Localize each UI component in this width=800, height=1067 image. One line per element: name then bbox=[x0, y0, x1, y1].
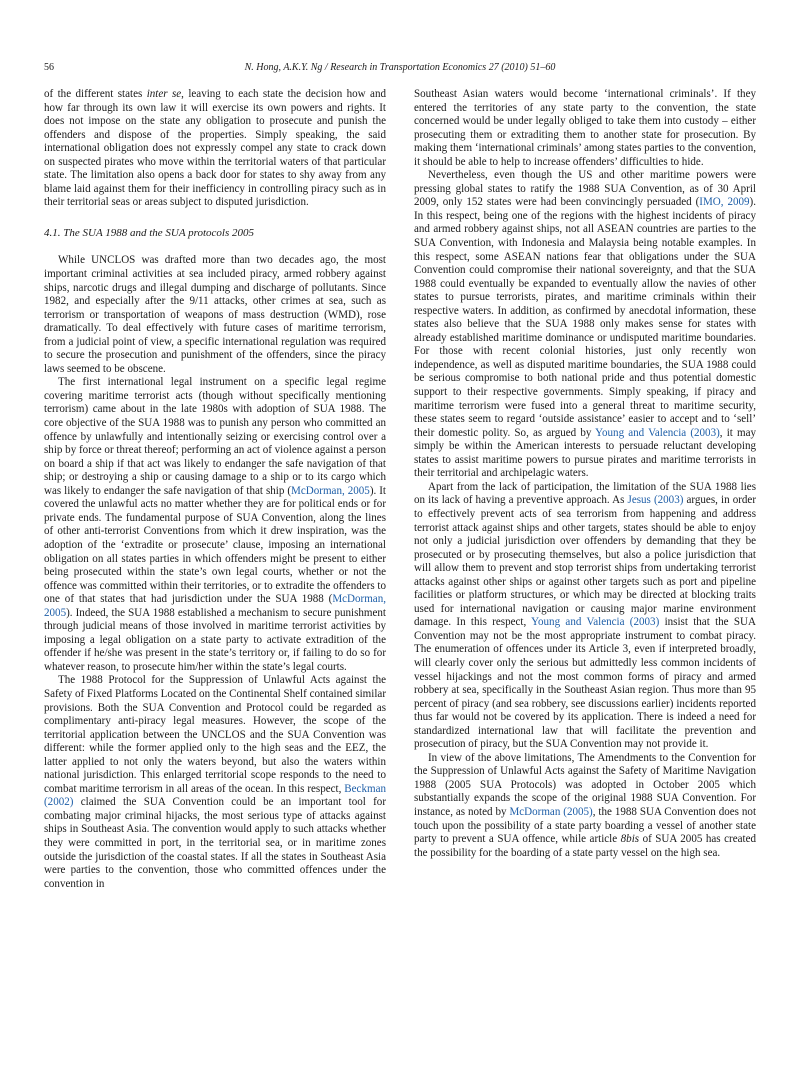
text-run: ). It covered the unlawful acts no matter whether they are for political ends or for private ends. The fundamental purpose of SUA Convention, along the lines of other anti-terrorist Conventions from which it drew inspiration, was the adoption of the ‘extradite or prosecute’ clause, imposing an international obligation on all states parties in which offenders might be present to either being prosecuted within the state’s own legal courts, whether or not the offence was committed within their territories, or to extradite the offenders to one of that states that had jurisdiction under the SUA 1988 ( bbox=[44, 484, 387, 606]
citation-link[interactable]: McDorman, 2005 bbox=[291, 484, 370, 497]
citation-link[interactable]: Beckman (2002) bbox=[44, 782, 386, 809]
text-run: ). In this respect, being one of the regions with the highest incidents of piracy and armed robbery against ships, not all ASEAN countries are parties to the SUA Convention, with Indonesia and Malaysia being notable examples. In this respect, some ASEAN nations fear that obligations under the SUA Convention could compromise their national sovereignty, and that the SUA 1988 could eventually be expanded to eventually allow the navies of other states to pursue terrorists, pirates, and maritime criminals within their respective waters. In addition, as confirmed by anecdotal information, these states also believe that the SUA 1988 only makes sense for states with already established maritime dominance or undisputed maritime boundaries. For those with recent colonial histories, just only recently won independence, as well as disputed maritime boundaries, the SUA 1988 could be serious compromise to both national pride and thus potential domestic support to their respective governments. Simply speaking, if piracy and maritime terrorism were fused into a general threat to maritime security, these states seem to regard ‘outside assistance’ easier to accept and to ‘sell’ their domestic polity. So, as argued by bbox=[414, 196, 756, 439]
text-run: Nevertheless, even though the US and other maritime powers were pressing global states to ratify the 1988 SUA Convention, as of 30 April 2009, only 152 states were had been convincingly persuaded ( bbox=[414, 169, 756, 209]
italic-text: inter se bbox=[146, 88, 182, 100]
text-run: ). Indeed, the SUA 1988 established a mechanism to secure punishment through judicial means of those involved in maritime terrorist activities by imposing a legal obligation on a state party to activate extradition of the offender if he/she was present in the state’s territory or, if failing to do so for whatever reason, to prosecute him/her within the state’s legal courts. bbox=[44, 606, 386, 673]
text-run: , the 1988 SUA Convention does not touch upon the possibility of a state party boarding a vessel of another state party to prevent a SUA offence, while article bbox=[414, 805, 757, 846]
citation-link[interactable]: McDorman (2005) bbox=[509, 805, 593, 818]
citation-link[interactable]: Young and Valencia (2003) bbox=[531, 616, 660, 629]
text-run: of the different states bbox=[44, 88, 147, 100]
italic-text: 8bis bbox=[620, 833, 640, 846]
text-run: argues, in order to effectively prevent acts of sea terrorism from happening and address terrorist attack against ships and other targets, states should be able to enjoy not only a judicial jurisdiction over offenders by demanding that they be prosecuted or by prosecuting themselves, but also a police jurisdiction that will allow them to prevent and stop terrorist ships from undertaking terrorist attacks against other ships or against other targets such as port and pipeline facilities or platform structures, or which may be directed at blocking traits used for international navigation or causing major marine environment damage. In this respect, bbox=[414, 494, 757, 629]
right-column bbox=[414, 88, 756, 860]
paragraph bbox=[44, 376, 386, 674]
text-run: The 1988 Protocol for the Suppression of Unlawful Acts against the Safety of Fixed Platforms Located on the Continental Shelf contained similar provisions. Both the SUA Convention and Protocol could be regarded as complimentary anti-piracy legal measures. However, the scope of the territorial application between the UNCLOS and the SUA Convention was different: while the former applied only to the high seas and the EEZ, the latter applied to not only the waters beyond, but also the waters within national jurisdiction. This enlarged territorial scope responds to the need to combat maritime terrorism in all areas of the ocean. In this respect, bbox=[44, 674, 386, 795]
section-heading: 4.1. The SUA 1988 and the SUA protocols 2005 bbox=[44, 226, 255, 239]
page-header bbox=[44, 62, 756, 76]
paragraph bbox=[44, 88, 386, 210]
citation-link[interactable]: Young and Valencia (2003) bbox=[595, 426, 720, 439]
text-run: insist that the SUA Convention may not be the most appropriate instrument to combat piracy. The enumeration of offences under its Article 3, even if interpreted broadly, will clearly cover only the serious but admittedly less common incidents of vessel hijackings and not the most common forms of piracy and armed robbery at sea, specifically in the Southeast Asian region. Thus more than 95 percent of piracy (and sea robbery, see discussions earlier) incidents reported thus far would not be covered by its application. There is indeed a need for standardized international law that will facilitate the prevention and prosecution of piracy, but the SUA Convention may not provide it. bbox=[414, 616, 756, 751]
left-column bbox=[44, 88, 386, 891]
citation-link[interactable]: McDorman, 2005 bbox=[44, 593, 386, 619]
paragraph bbox=[414, 88, 756, 169]
paragraph bbox=[414, 752, 756, 860]
paragraph bbox=[414, 481, 756, 752]
text-run: Southeast Asian waters would become ‘international criminals’. If they entered the territories of any state party to the convention, the state concerned would be under legally obliged to take them into custody – either prosecuting them or extraditing them to another state for prosecution. By making them ‘international criminals’ among states parties to the convention, it should be able to help to increase offenders’ difficulties to hide. bbox=[414, 88, 756, 168]
text-run: In view of the above limitations, The Amendments to the Convention for the Suppression of Unlawful Acts against the Safety of Maritime Navigation 1988 (2005 SUA Protocols) was adopted in October 2005 which substantially expands the scope of the original 1988 SUA Convention. For instance, as noted by bbox=[414, 751, 756, 818]
citation-link[interactable]: Jesus (2003) bbox=[627, 494, 684, 507]
text-run: , it may simply be within the American interests to persuade reluctant developing states to assist maritime powers to pursue pirates and maritime terrorists in their territorial and archipelagic waters. bbox=[414, 426, 757, 480]
text-run: , leaving to each state the decision how and how far through its own law it will exercise its own powers and rights. It does not impose on the state any obligation to prosecute and punish the offenders and dispose of the properties. Simply speaking, the said international obligation does not expressly compel any state to crack down on suspected pirates who move within the territorial waters of that particular state. The limitation also opens a back door for states to shy away from any blame laid against them for their inefficiency in controlling piracy such as in their territorial seas or areas subject to disputed jurisdiction. bbox=[44, 88, 386, 209]
page-number: 56 bbox=[44, 62, 54, 73]
text-run: While UNCLOS was drafted more than two decades ago, the most important criminal activities at sea included piracy, armed robbery against ships, narcotic drugs and illegal dumping and discharge of pollutants. Since 1982, and especially after the 9/11 attacks, other crimes at sea, such as terrorism or transportation of weapons of mass destruction (WMD), rose dramatically. To deal effectively with future cases of maritime terrorism, from a judicial point of view, a specific international regulation was required to secure the prosecution and punishment of the offenders, since the piracy laws seemed to be obscene. bbox=[44, 254, 386, 375]
text-run: claimed the SUA Convention could be an important tool for combating major criminal hijacks, the most serious type of attacks against ships in Southeast Asia. The convention would apply to such attacks whether they were committed in port, in the territorial sea, or in maritime zones outside the jurisdiction of the coastal states. If all the states in Southeast Asia were parties to the convention, those who committed offences under the convention in bbox=[44, 796, 386, 890]
text-run: Apart from the lack of participation, the limitation of the SUA 1988 lies on its lack of having a preventive approach. As bbox=[414, 480, 756, 507]
running-head: N. Hong, A.K.Y. Ng / Research in Transportation Economics 27 (2010) 51–60 bbox=[244, 62, 556, 73]
text-run: of SUA 2005 has created the possibility for the boarding of a state party vessel on the high sea. bbox=[414, 833, 756, 859]
citation-link[interactable]: IMO, 2009 bbox=[699, 196, 750, 209]
paragraph bbox=[414, 169, 756, 481]
paragraph bbox=[44, 674, 386, 891]
paragraph bbox=[44, 254, 386, 376]
text-run: The first international legal instrument on a specific legal regime covering maritime terrorist acts (though without specifically mentioning terrorism) came about in the late 1980s with adoption of SUA 1988. The core objective of the SUA 1988 was to punish any person who committed an offence by unlawfully and intentionally seizing or exercising control over a ship by force or threat thereof; performing an act of violence against a person on board a ship if that act was likely to endanger the safe navigation of that ship; or destroying a ship or causing damage to a ship or to its cargo which was likely to endanger the safe navigation of that ship ( bbox=[44, 376, 387, 497]
